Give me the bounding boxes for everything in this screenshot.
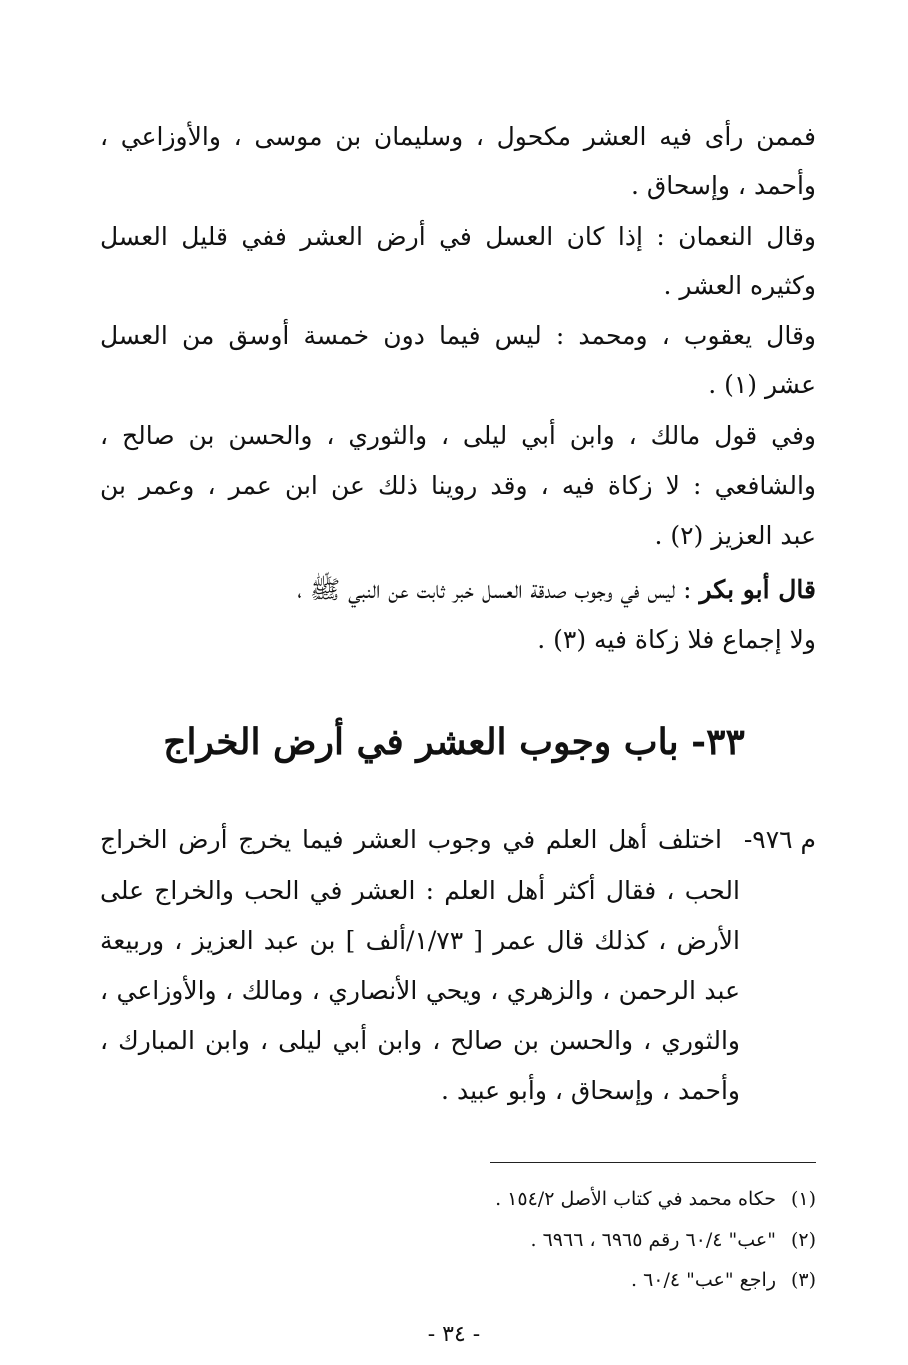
footnote-number: (١) (790, 1188, 816, 1210)
chapter-heading: ٣٣- باب وجوب العشر في أرض الخراج (163, 721, 745, 763)
footnote-number: (٢) (790, 1229, 816, 1251)
page-number: - ٣٤ - (427, 1322, 481, 1347)
speaker-lead: قال أبو بكر (699, 575, 816, 604)
text-line: وأحمد ، وإسحاق . (630, 171, 816, 200)
footnote (531, 1225, 817, 1255)
footnote-text: "عب" ٦٠/٤ رقم ٦٩٦٥ ، ٦٩٦٦ . (530, 1229, 776, 1251)
footnote-number: (٣) (790, 1269, 816, 1291)
footnote-text: راجع "عب" ٦٠/٤ . (631, 1269, 776, 1291)
footnote (631, 1265, 816, 1295)
text-line: وقال النعمان : إذا كان العسل في أرض العشر ففي قليل العسل (100, 222, 816, 251)
text-line: والشافعي : لا زكاة فيه ، وقد روينا ذلك عن ابن عمر ، وعمر بن (100, 471, 816, 500)
text-line: الحب ، فقال أكثر أهل العلم : العشر في الحب والخراج على (100, 876, 740, 905)
text-line: اختلف أهل العلم في وجوب العشر فيما يخرج أرض الخراج (100, 825, 722, 854)
text-line: والثوري ، والحسن بن صالح ، وابن أبي ليلى ، وابن المبارك ، (100, 1026, 740, 1055)
text-line: فممن رأى فيه العشر مكحول ، وسليمان بن موسى ، والأوزاعي ، (100, 122, 816, 151)
text-span: : ليس في وجوب صدقة العسل خبر ثابت عن النبي ﷺ ، (297, 575, 692, 604)
text-line (100, 570, 816, 610)
issue-marker: م ٩٧٦- (743, 825, 816, 854)
footnote-text: حكاه محمد في كتاب الأصل ١٥٤/٢ . (495, 1188, 776, 1210)
text-line: ولا إجماع فلا زكاة فيه (٣) . (537, 625, 816, 654)
footnote (495, 1184, 816, 1214)
footnote-divider (490, 1162, 816, 1163)
text-line: عبد العزيز (٢) . (654, 521, 816, 550)
text-line: وأحمد ، وإسحاق ، وأبو عبيد . (441, 1076, 740, 1105)
text-line: عبد الرحمن ، والزهري ، ويحي الأنصاري ، ومالك ، والأوزاعي ، (100, 976, 740, 1005)
text-line: وقال يعقوب ، ومحمد : ليس فيما دون خمسة أوسق من العسل (100, 321, 816, 350)
text-line: الأرض ، كذلك قال عمر [ ١/٧٣/ألف ] بن عبد العزيز ، وربيعة (100, 926, 740, 955)
text-line: وكثيره العشر . (663, 271, 816, 300)
text-line: وفي قول مالك ، وابن أبي ليلى ، والثوري ، والحسن بن صالح ، (100, 421, 816, 450)
text-line: عشر (١) . (708, 370, 816, 399)
